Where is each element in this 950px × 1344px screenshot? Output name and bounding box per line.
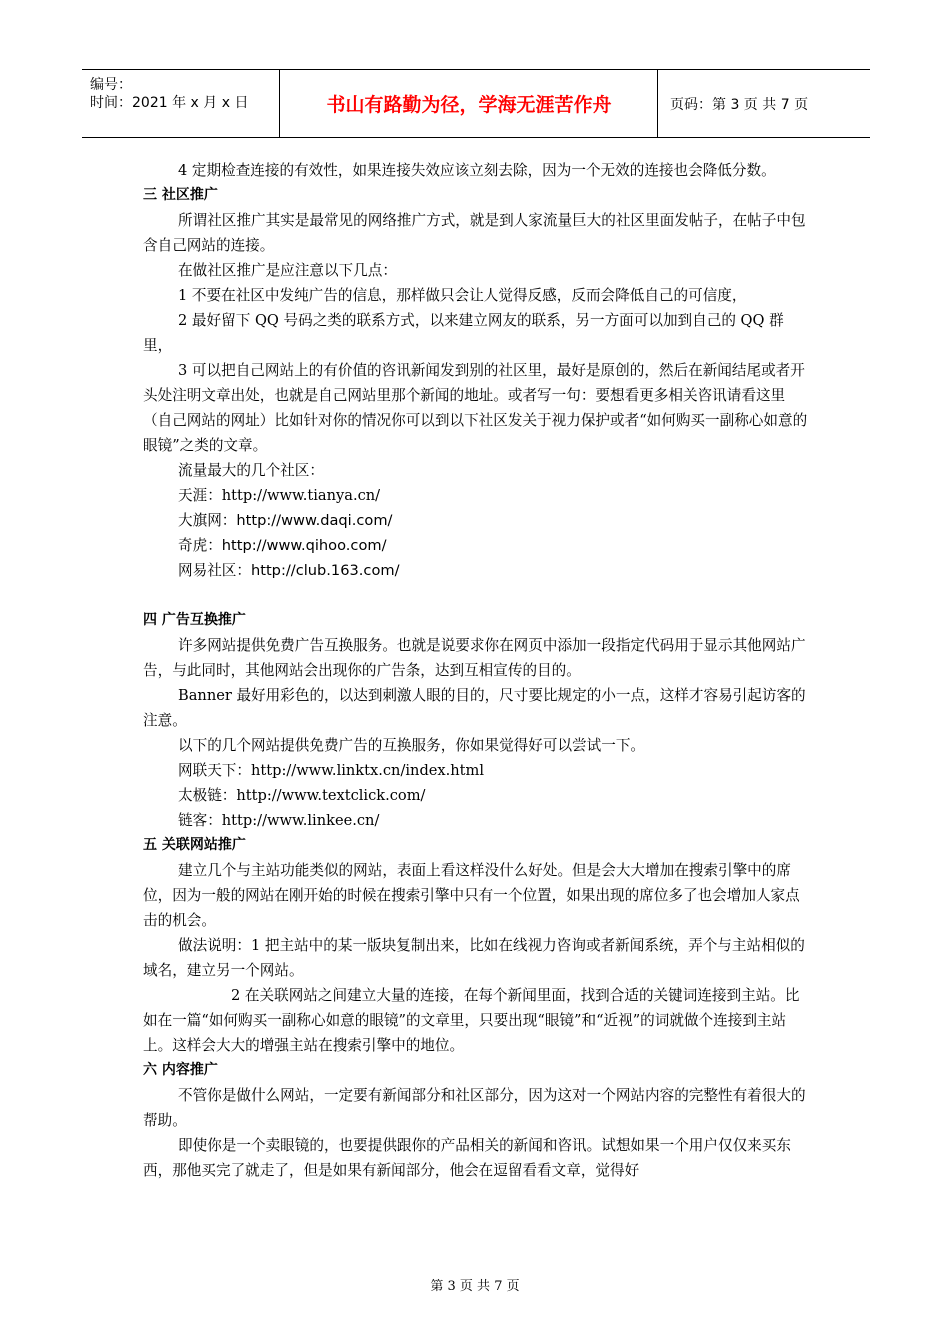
link-daqi[interactable]: 大旗网：http://www.daqi.com/ — [178, 512, 393, 529]
link-linkee[interactable]: 链客：http://www.linkee.cn/ — [178, 812, 380, 829]
document-body — [143, 158, 809, 1183]
header-date: 时间：2021 年 x 月 x 日 — [90, 95, 249, 111]
paragraph: 所谓社区推广其实是最常见的网络推广方式，就是到人家流量巨大的社区里面发帖子，在帖子中包含自己网站的连接。 — [143, 212, 806, 254]
paragraph: 2 最好留下 QQ 号码之类的联系方式，以来建立网友的联系，另一方面可以加到自己的 QQ 群里， — [143, 312, 784, 354]
link-qihoo[interactable]: 奇虎：http://www.qihoo.com/ — [178, 537, 387, 554]
section-heading-4: 四 广告互换推广 — [143, 612, 246, 628]
header-meta — [82, 70, 280, 137]
paragraph: 流量最大的几个社区： — [178, 462, 324, 479]
section-heading-3: 三 社区推广 — [143, 187, 218, 203]
header-number: 编号： — [90, 77, 132, 93]
paragraph: 不管你是做什么网站，一定要有新闻部分和社区部分，因为这对一个网站内容的完整性有着很大的帮助。 — [143, 1087, 806, 1129]
section-heading-6: 六 内容推广 — [143, 1062, 218, 1078]
link-textclick[interactable]: 太极链：http://www.textclick.com/ — [178, 787, 426, 804]
header-page — [666, 70, 870, 137]
link-tianya[interactable]: 天涯：http://www.tianya.cn/ — [178, 487, 381, 504]
page-footer: 第 3 页 共 7 页 — [430, 1279, 520, 1294]
paragraph: 以下的几个网站提供免费广告的互换服务，你如果觉得好可以尝试一下。 — [178, 737, 646, 754]
paragraph: 2 在关联网站之间建立大量的连接，在每个新闻里面，找到合适的关键词连接到主站。比如在一篇“如何购买一副称心如意的眼镜”的文章里，只要出现“眼镜”和“近视”的词就做个连接到主站上。这样会大大的增强主站在搜索引擎中的地位。 — [143, 987, 800, 1054]
paragraph: Banner 最好用彩色的，以达到刺激人眼的目的，尺寸要比规定的小一点，这样才容易引起访客的注意。 — [143, 687, 806, 729]
paragraph: 3 可以把自己网站上的有价值的咨讯新闻发到别的社区里，最好是原创的，然后在新闻结尾或者开头处注明文章出处，也就是自己网站里那个新闻的地址。或者写一句：要想看更多相关咨讯请看这里（自己网站的网址）比如针对你的情况你可以到以下社区发关于视力保护或者“如何购买一副称心如意的眼镜”之类的文章。 — [143, 362, 808, 454]
paragraph: 做法说明：1 把主站中的某一版块复制出来，比如在线视力咨询或者新闻系统，弄个与主站相似的域名，建立另一个网站。 — [143, 937, 805, 979]
header-page-label: 页码：第 3 页 共 7 页 — [670, 96, 809, 113]
paragraph: 在做社区推广是应注意以下几点： — [178, 262, 397, 279]
section-heading-5: 五 关联网站推广 — [143, 837, 246, 853]
link-163[interactable]: 网易社区：http://club.163.com/ — [178, 562, 400, 579]
paragraph: 1 不要在社区中发纯广告的信息，那样做只会让人觉得反感，反而会降低自己的可信度， — [178, 287, 747, 304]
link-linktx[interactable]: 网联天下：http://www.linktx.cn/index.html — [178, 762, 485, 779]
header-motto: 书山有路勤为径，学海无涯苦作舟 — [281, 70, 658, 137]
blank-line — [143, 583, 809, 608]
paragraph: 许多网站提供免费广告互换服务。也就是说要求你在网页中添加一段指定代码用于显示其他网站广告，与此同时，其他网站会出现你的广告条，达到互相宣传的目的。 — [143, 637, 806, 679]
paragraph: 4 定期检查连接的有效性，如果连接失效应该立刻去除，因为一个无效的连接也会降低分数。 — [178, 162, 776, 179]
paragraph: 即使你是一个卖眼镜的，也要提供跟你的产品相关的新闻和咨讯。试想如果一个用户仅仅来买东西，那他买完了就走了，但是如果有新闻部分，他会在逗留看看文章，觉得好 — [143, 1137, 791, 1179]
page-header — [82, 69, 870, 138]
paragraph: 建立几个与主站功能类似的网站，表面上看这样没什么好处。但是会大大增加在搜索引擎中的席位，因为一般的网站在刚开始的时候在搜索引擎中只有一个位置，如果出现的席位多了也会增加人家点击的机会。 — [143, 862, 800, 929]
